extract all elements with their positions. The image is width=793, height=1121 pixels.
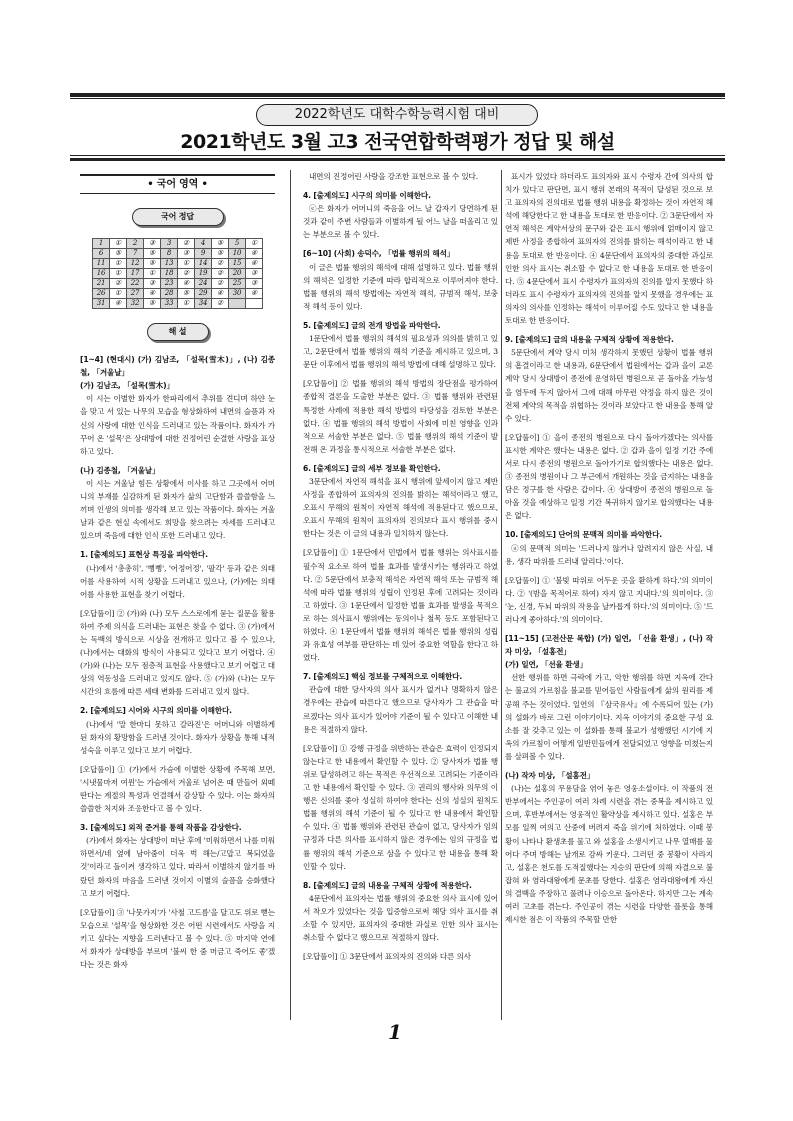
question-number: 12 <box>127 259 144 269</box>
answers-label: 국어 정답 <box>132 208 224 226</box>
explanation-paragraph: 이 글은 법률 행위의 해석에 대해 설명하고 있다. 법률 행위의 해석은 일정한 기준에 따라 합리적으로 이루어져야 한다. 법률 행위의 해석 방법에는 자연적 해석, 규범적 해석, 보충적 해석 등이 있다. <box>303 262 498 311</box>
answer-row <box>93 269 263 279</box>
answer-choice: ⑤ <box>110 249 127 259</box>
page-number: 1 <box>388 1020 402 1044</box>
question-number: 19 <box>195 269 212 279</box>
question-number: 7 <box>127 249 144 259</box>
question-number: 31 <box>93 299 110 309</box>
work-heading: (가) 일연, 「선율 환생」 <box>505 660 588 670</box>
question-number: 23 <box>161 279 178 289</box>
answer-row <box>93 259 263 269</box>
header-rule-thin <box>70 98 725 99</box>
answer-choice: ② <box>110 279 127 289</box>
question-number: 18 <box>161 269 178 279</box>
answer-choice: ② <box>212 279 229 289</box>
question-number: 20 <box>229 269 246 279</box>
question-number: 13 <box>161 259 178 269</box>
question-heading: 3. [출제의도] 외적 준거를 통해 작품을 감상한다. <box>80 823 242 833</box>
answer-choice: ② <box>178 239 195 249</box>
answer-choice <box>246 299 263 309</box>
wrong-answer-explanation: [오답풀이] ① '불빛 따위로 어두운 곳을 환하게 하다.'의 의미이다. ② '(밤을 목적어로 하여) 자지 않고 지내다.'의 의미이다. ③ '눈, 신경, 두뇌 따위의 작용을 날카롭게 하다.'의 의미이다. ⑤ '드러나게 좋아하다.'의 의미이다. <box>505 575 713 624</box>
wrong-answer-explanation: [오답풀이] ② 법률 행위의 해석 방법의 장단점을 평가하여 종합적 결론을 도출한 부분은 없다. ③ 법률 행위와 관련된 특정한 사례에 적용한 해석 방법의 타당성을 검토한 부분은 없다. ④ 법률 행위의 해석 방법이 사회에 미친 영향을 인과적으로 서술한 부분은 없다. ⑤ 법률 행위의 해석 기준이 발전해 온 과정을 통시적으로 서술한 부분은 없다. <box>303 379 498 454</box>
question-heading: 5. [출제의도] 글의 전개 방법을 파악한다. <box>303 320 441 330</box>
question-number: 34 <box>195 299 212 309</box>
answer-choice: ⑤ <box>212 239 229 249</box>
answer-choice: ⑤ <box>144 299 161 309</box>
answer-choice: ⑤ <box>178 289 195 299</box>
answer-choice: ④ <box>110 299 127 309</box>
question-number: 11 <box>93 259 110 269</box>
explanation-paragraph: 관습에 대한 당사자의 의사 표시가 없거나 명확하지 않은 경우에는 관습에 따른다고 했으므로 당사자가 그 관습을 따르겠다는 의사 표시가 있어야 기준이 될 수 있다고 이해한 내용은 적절하지 않다. <box>303 685 498 734</box>
answer-row <box>93 299 263 309</box>
explanation-paragraph: 5문단에서 계약 당시 미처 생각하지 못했던 상황이 법률 행위의 흠결이라고 한 내용과, 6문단에서 법원에서는 갑과 을이 교론 계약 당시 상대방이 종전에 운영하던 병원으로 곧 돌아올 가능성을 염두에 두지 않아서 그에 대해 아무런 약정을 하지 않은 것이 전체 계약의 목적을 위협하는 것이라 보았다고 한 내용을 통해 알 수 있다. <box>505 348 713 423</box>
answer-choice: ① <box>178 259 195 269</box>
question-number: 29 <box>195 289 212 299</box>
answer-choice: ① <box>246 239 263 249</box>
answer-choice: ② <box>212 259 229 269</box>
question-number: 2 <box>127 239 144 249</box>
question-heading: 9. [출제의도] 글의 내용을 구체적 상황에 적용한다. <box>505 335 674 345</box>
answer-choice: ② <box>212 269 229 279</box>
header-rule-thick <box>70 93 725 97</box>
question-number: 14 <box>195 259 212 269</box>
title-rule-thick <box>70 158 725 161</box>
answer-table <box>92 238 263 309</box>
explanation-paragraph: 내면의 진정어린 사랑을 강조한 표현으로 볼 수 있다. <box>309 172 479 181</box>
column-1-content <box>80 353 275 971</box>
question-number: 1 <box>93 239 110 249</box>
question-number <box>229 299 246 309</box>
question-heading: 1. [출제의도] 표현상 특징을 파악한다. <box>80 550 208 560</box>
question-number: 9 <box>195 249 212 259</box>
explanation-paragraph: 3문단에서 자연적 해석을 표시 행위에 앞세이지 않고 제반 사정을 종합하여 표의자의 진의를 밝히는 해석이라고 했고, 오표시 무해의 원칙이 자연적 해석에 적용된다고 했으므로, 오표시 무해의 원칙이 표의자의 진의보다 표시 행위를 중시한다는 것은 이 글의 내용과 일치하지 않는다. <box>303 476 498 539</box>
section-heading: • 국어 영역 • <box>80 174 275 194</box>
answer-choice: ⑤ <box>212 249 229 259</box>
explanation-paragraph: ⓐ의 문맥적 의미는 '드러나지 않거나 알려지지 않은 사실, 내용, 생각 따위를 드러내 알리다.'이다. <box>505 543 713 566</box>
column-2 <box>303 170 498 1030</box>
answer-choice: ④ <box>178 279 195 289</box>
column-2-content <box>303 170 498 963</box>
passage-heading: [6~10] (사회) 송덕수, 「법률 행위의 해석」 <box>303 249 455 259</box>
question-number: 33 <box>161 299 178 309</box>
answer-choice: ① <box>110 269 127 279</box>
title-rule-thin <box>70 155 725 156</box>
explanation-paragraph: (가)에서 화자는 상대방이 떠난 후에 '미워하면서 나를 미워하면서/네 옆에 남아줌이 더욱 벅 해는/고맙고 복되었을 것'이라고 돌이켜 생각하고 있다. 따라서 이별하지 않기를 바랐던 화자의 마음을 드러낸 것이지 이별의 슬픔을 승화했다고 보기 어렵다. <box>80 836 275 898</box>
wrong-answer-explanation: [오답풀이] ① 강행 규정을 위반하는 관습은 효력이 인정되지 않는다고 한 내용에서 확인할 수 있다. ② 당사자가 법률 행위로 달성하려고 하는 목적은 우선적으로 고려되는 기준이라고 한 내용에서 확인할 수 있다. ③ 권리의 행사와 의무의 이행은 신의를 좇아 성실히 하여야 한다는 신의 성실의 원칙도 법률 행위의 해석 기준이 될 수 있다고 한 내용에서 확인할 수 있다. ④ 법률 행위와 관련된 관습이 없고, 당사자가 임의 규정과 다른 의사를 표시하지 않은 경우에는 임의 규정을 법률 행위의 해석 기준으로 삼을 수 있다고 한 내용을 통해 확인할 수 있다. <box>303 743 498 871</box>
question-number: 6 <box>93 249 110 259</box>
answer-row <box>93 279 263 289</box>
question-number: 8 <box>161 249 178 259</box>
answer-row <box>93 239 263 249</box>
answer-choice: ① <box>178 299 195 309</box>
question-number: 16 <box>93 269 110 279</box>
column-1 <box>80 170 275 1030</box>
question-number: 3 <box>161 239 178 249</box>
work-heading: (나) 작자 미상, 「설홍전」 <box>505 771 595 781</box>
explanation-paragraph: (나)에서 '총총히', '뻥뻥', '어정어정', '팔각' 등과 같은 의태어를 사용하여 시적 상황을 드러내고 있으나, (가)에는 의태어를 사용한 표현을 찾기 어렵다. <box>80 563 275 599</box>
answer-choice: ③ <box>144 239 161 249</box>
question-number: 24 <box>195 279 212 289</box>
question-number: 15 <box>229 259 246 269</box>
answer-choice: ④ <box>246 289 263 299</box>
wrong-answer-explanation: [오답풀이] ① 을이 종전의 병원으로 다시 돌아가겠다는 의사를 표시한 계약은 했다는 내용은 없다. ② 갑과 을이 일정 기간 주에 서로 다시 종전의 병원으로 돌아가기로 합의했다는 내용은 없다. ③ 종전의 병원이나 그 부근에서 개원하는 것을 금지하는 내용을 담은 정구를 한 사람은 갑이다. ④ 상대방이 종전의 병원으로 돌아올 것을 예상하고 일정 기간 복귀하지 않기로 합의했다는 내용은 없다. <box>505 432 713 521</box>
wrong-answer-explanation: [오답풀이] ③ '나뭇가지'가 '사철 고드름'을 달고도 위로 뻗는 모습으로 '설목'을 형상화한 것은 어떤 시련에서도 사랑을 지키고 싶다는 지향을 드러낸다고 볼 수 있다. ⑤ 마지막 연에서 화자가 상대방을 부르며 '불씨 한 줌 머금고 죽어도 좋'겠다는 것은 화자 <box>80 907 275 970</box>
explanation-paragraph: 1문단에서 법률 행위의 해석의 필요성과 의의를 밝히고 있고, 2문단에서 법률 행위의 해석 기준을 제시하고 있으며, 3문단 이후에서 법률 행위의 해석 방법에 대해 설명하고 있다. <box>303 334 498 370</box>
explanation-paragraph: (나)에서 '말 한마디 못하고 갈라진'은 어머니와 이별하게 된 화자의 황망함을 드러낸 것이다. 화자가 상황을 통해 내적 성숙을 이루고 있다고 보기 어렵다. <box>80 719 275 755</box>
explanation-paragraph: 선한 행위를 하면 극락에 가고, 악한 행위를 하면 지옥에 간다는 불교의 가르침을 불교를 믿어들인 사람들에게 삶의 원리를 제공해 주는 것이었다. 일연의 『삼국유사』에 수록되어 있는 (가)의 설화가 바로 그런 이야기이다. 지옥 이야기의 중요한 구성 요소를 잘 갖추고 있는 이 설화를 통해 불교가 성행했던 시기에 지옥의 가르침이 어떻게 일반민들에게 전달되었고 영향을 미쳤는지를 살펴볼 수 있다. <box>505 673 713 761</box>
answer-choice: ② <box>212 299 229 309</box>
explanation-paragraph: 이 시는 겨울날 힘든 상황에서 이사를 하고 그곳에서 어머니의 부재를 실감하게 된 화자가 삶의 고단함과 쓸쓸함을 느끼며 인생의 의미를 생각해 보고 있는 작품이다. 화자는 겨울날과 같은 현실 속에서도 희망을 찾으려는 자세를 드러내고 있으며 죽음에 대한 인식 또한 드러내고 있다. <box>80 478 275 541</box>
explanation-paragraph: ⓔ은 화자가 어머니의 죽음을 어느 날 갑자기 당면하게 된 것과 같이 주변 사람들과 이별하게 될 어느 날을 떠올리고 있는 부분으로 볼 수 있다. <box>303 204 498 240</box>
answer-choice: ③ <box>246 279 263 289</box>
answer-choice: ④ <box>212 289 229 299</box>
answer-choice: ① <box>110 239 127 249</box>
answer-choice: ⑤ <box>144 249 161 259</box>
question-number: 32 <box>127 299 144 309</box>
answer-choice: ① <box>110 259 127 269</box>
column-divider <box>501 170 502 1020</box>
answer-choice: ① <box>144 269 161 279</box>
answer-choice: ④ <box>144 289 161 299</box>
column-divider <box>290 170 291 1020</box>
question-number: 17 <box>127 269 144 279</box>
question-number: 25 <box>229 279 246 289</box>
work-heading: (가) 김남조, 「설목(雪木)」 <box>80 381 174 391</box>
question-heading: 8. [출제의도] 글의 내용을 구체적 상황에 적용한다. <box>303 880 472 890</box>
answer-choice: ③ <box>246 269 263 279</box>
wrong-answer-explanation: [오답풀이] ① 3문단에서 표의자의 진의와 다른 의사 <box>303 952 471 962</box>
passage-heading: [1~4] (현대시) (가) 김남조, 「설목(雪木)」, (나) 김종철, 「겨울날」 <box>80 355 275 378</box>
explanation-paragraph: (나)는 설홍의 무용담을 엮어 놓은 영웅소설이다. 이 작품의 전반부에서는 주인공이 여러 차례 시련을 겪는 중복을 제시하고 있으며, 후반부에서는 영웅적인 활약상을 제시하고 있다. 설홍은 부모를 일찍 여의고 산중에 버려져 죽을 위기에 처하였다. 이때 봉황이 나타나 환생초를 물고 와 설홍을 소생시키고 나무 열매를 물어다 주며 방해는 날개로 감싸 키운다. 그러던 중 봉황이 사라지고, 설홍은 천도를 도적질했다는 지승의 판단에 의해 자결으로 불잡혀 와 염라대왕에게 문초를 당한다. 설홍은 염라대왕에게 자신의 결백을 주장하고 풀려나 이승으로 돌아온다. 하지만 그는 계속 여러 고초를 겪는다. 주인공이 겪는 시련을 다양한 플롯을 통해 제시한 점은 이 작품의 주목할 만한 <box>505 784 713 925</box>
work-heading: (나) 김종철, 「겨울날」 <box>80 465 160 475</box>
question-heading: 6. [출제의도] 글의 세부 정보를 확인한다. <box>303 463 441 473</box>
explanation-paragraph: 표시가 있었다 하더라도 표의자와 표시 수령자 간에 의사의 합치가 있다고 판단면, 표시 행위 본래의 목적이 달성된 것으로 보고 표의자의 진의대로 법률 행위 내용을 확정하는 것이 자연적 해석에 해당한다고 한 내용을 토대로 한 반응이다. ② 3문단에서 자연적 해석은 계약서상의 문구와 같은 표시 행위에 얽매이지 않고 제반 사정을 종합하여 표의자의 진의를 밝히는 해석이라고 한 내용을 토대로 한 반응이다. ④ 4문단에서 표의자의 중대한 과실로 인한 의사 표시는 취소할 수 없다고 한 내용을 토대로 한 반응이다. ⑤ 4문단에서 표시 수령자가 표의자의 진의를 알지 못했다 하더라도 표시 수령자가 표의자의 진의를 알지 못했을 경우에는 표의자의 의사를 인정하는 해석이 이루어질 수도 있다고 한 내용을 토대로 한 반응이다. <box>505 172 713 326</box>
question-number: 22 <box>127 279 144 289</box>
explanation-paragraph: 이 시는 이별한 화자가 한파리에서 추위를 견디며 하얀 눈을 맞고 서 있는 나무의 모습을 형상화하여 내면의 슬픔과 자신의 사랑에 대한 인식을 드러내고 있는 작품이다. 화자가 가꾸어 온 '설목'은 상대방에 대한 진정어린 순결한 사랑을 표상하고 있다. <box>80 394 275 456</box>
question-number: 26 <box>93 289 110 299</box>
column-3-content <box>505 170 713 926</box>
question-number: 5 <box>229 239 246 249</box>
answer-choice: ④ <box>246 249 263 259</box>
answer-choice: ③ <box>144 279 161 289</box>
answer-choice: ② <box>178 269 195 279</box>
answer-row <box>93 249 263 259</box>
passage-heading: [11~15] (고전산문 복합) (가) 일연, 「선율 환생」, (나) 작자 미상, 「설홍전」 <box>505 634 713 657</box>
answer-choice: ④ <box>246 259 263 269</box>
answer-row <box>93 289 263 299</box>
wrong-answer-explanation: [오답풀이] ① 1문단에서 민법에서 법률 행위는 의사표시를 필수적 요소로 하여 법률 효과를 발생시키는 행위라고 하였다. ② 5문단에서 보충적 해석은 자연적 해석 또는 규범적 해석에 따라 법률 행위의 성립이 인정된 후에 고려되는 것이라고 하였다. ③ 1문단에서 일정한 법률 효과를 발생을 목적으로 하는 의사표시 행위에는 동의이나 철목 등도 포함된다고 하였다. ④ 1문단에서 법률 행위의 해석은 법률 행위의 성립과 유효성 여부를 판단하는 데 있어 중요한 역할을 한다고 하였다. <box>303 548 498 663</box>
question-number: 28 <box>161 289 178 299</box>
answer-choice: ① <box>110 289 127 299</box>
question-number: 30 <box>229 289 246 299</box>
question-heading: 10. [출제의도] 단어의 문맥적 의미를 파악한다. <box>505 530 662 540</box>
column-3 <box>505 170 713 1030</box>
question-number: 4 <box>195 239 212 249</box>
exam-subtitle: 2022학년도 대학수학능력시험 대비 <box>256 104 538 126</box>
question-heading: 2. [출제의도] 시어와 시구의 의미를 이해한다. <box>80 706 232 716</box>
answer-choice: ③ <box>178 249 195 259</box>
wrong-answer-explanation: [오답풀이] ② (가)와 (나) 모두 스스로에게 묻는 질문을 활용하여 주제 의식을 드러내는 표현은 찾을 수 없다. ③ (가)에서는 독백의 방식으로 시상을 전개하고 있다고 볼 수 있으나, (나)에서는 대화의 방식이 사용되고 있다고 보기 어렵다. ④ (가)와 (나)는 모두 점층적 표현을 사용했다고 보기 어렵고 대상의 역동성을 드러내고 있지도 않다. ⑤ (가)와 (나)는 모두 시간의 흐름에 따른 세태 변화를 드러내고 있지 않다. <box>80 608 275 697</box>
question-number: 21 <box>93 279 110 289</box>
question-number: 10 <box>229 249 246 259</box>
explanation-paragraph: 4문단에서 표의자는 법률 행위의 중요한 의사 표시에 있어서 착오가 있었다는 것을 입증함으로써 해당 의사 표시를 취소할 수 있지만, 표의자의 중대한 과실로 인한 의사 표시는 취소할 수 없다고 했으므로 적절하지 않다. <box>303 893 498 943</box>
question-number: 27 <box>127 289 144 299</box>
question-heading: 7. [출제의도] 핵심 정보를 구체적으로 이해한다. <box>303 672 463 682</box>
question-heading: 4. [출제의도] 시구의 의미를 이해한다. <box>303 191 431 201</box>
explanation-label: 해 설 <box>147 323 209 341</box>
wrong-answer-explanation: [오답풀이] ① (가)에서 가슴에 이별한 상황에 주목해 보면, '시냇물마저 여윈'는 가슴에서 겨울로 넘어온 때 만들어 외떼딴다는 계절의 특성과 연결해서 감상할 수 있다. 이는 화자의 쓸쓸한 처지와 조응한다고 볼 수 있다. <box>80 764 275 814</box>
page-title: 2021학년도 3월 고3 전국연합학력평가 정답 및 해설 <box>180 131 615 153</box>
answer-choice: ⑤ <box>144 259 161 269</box>
